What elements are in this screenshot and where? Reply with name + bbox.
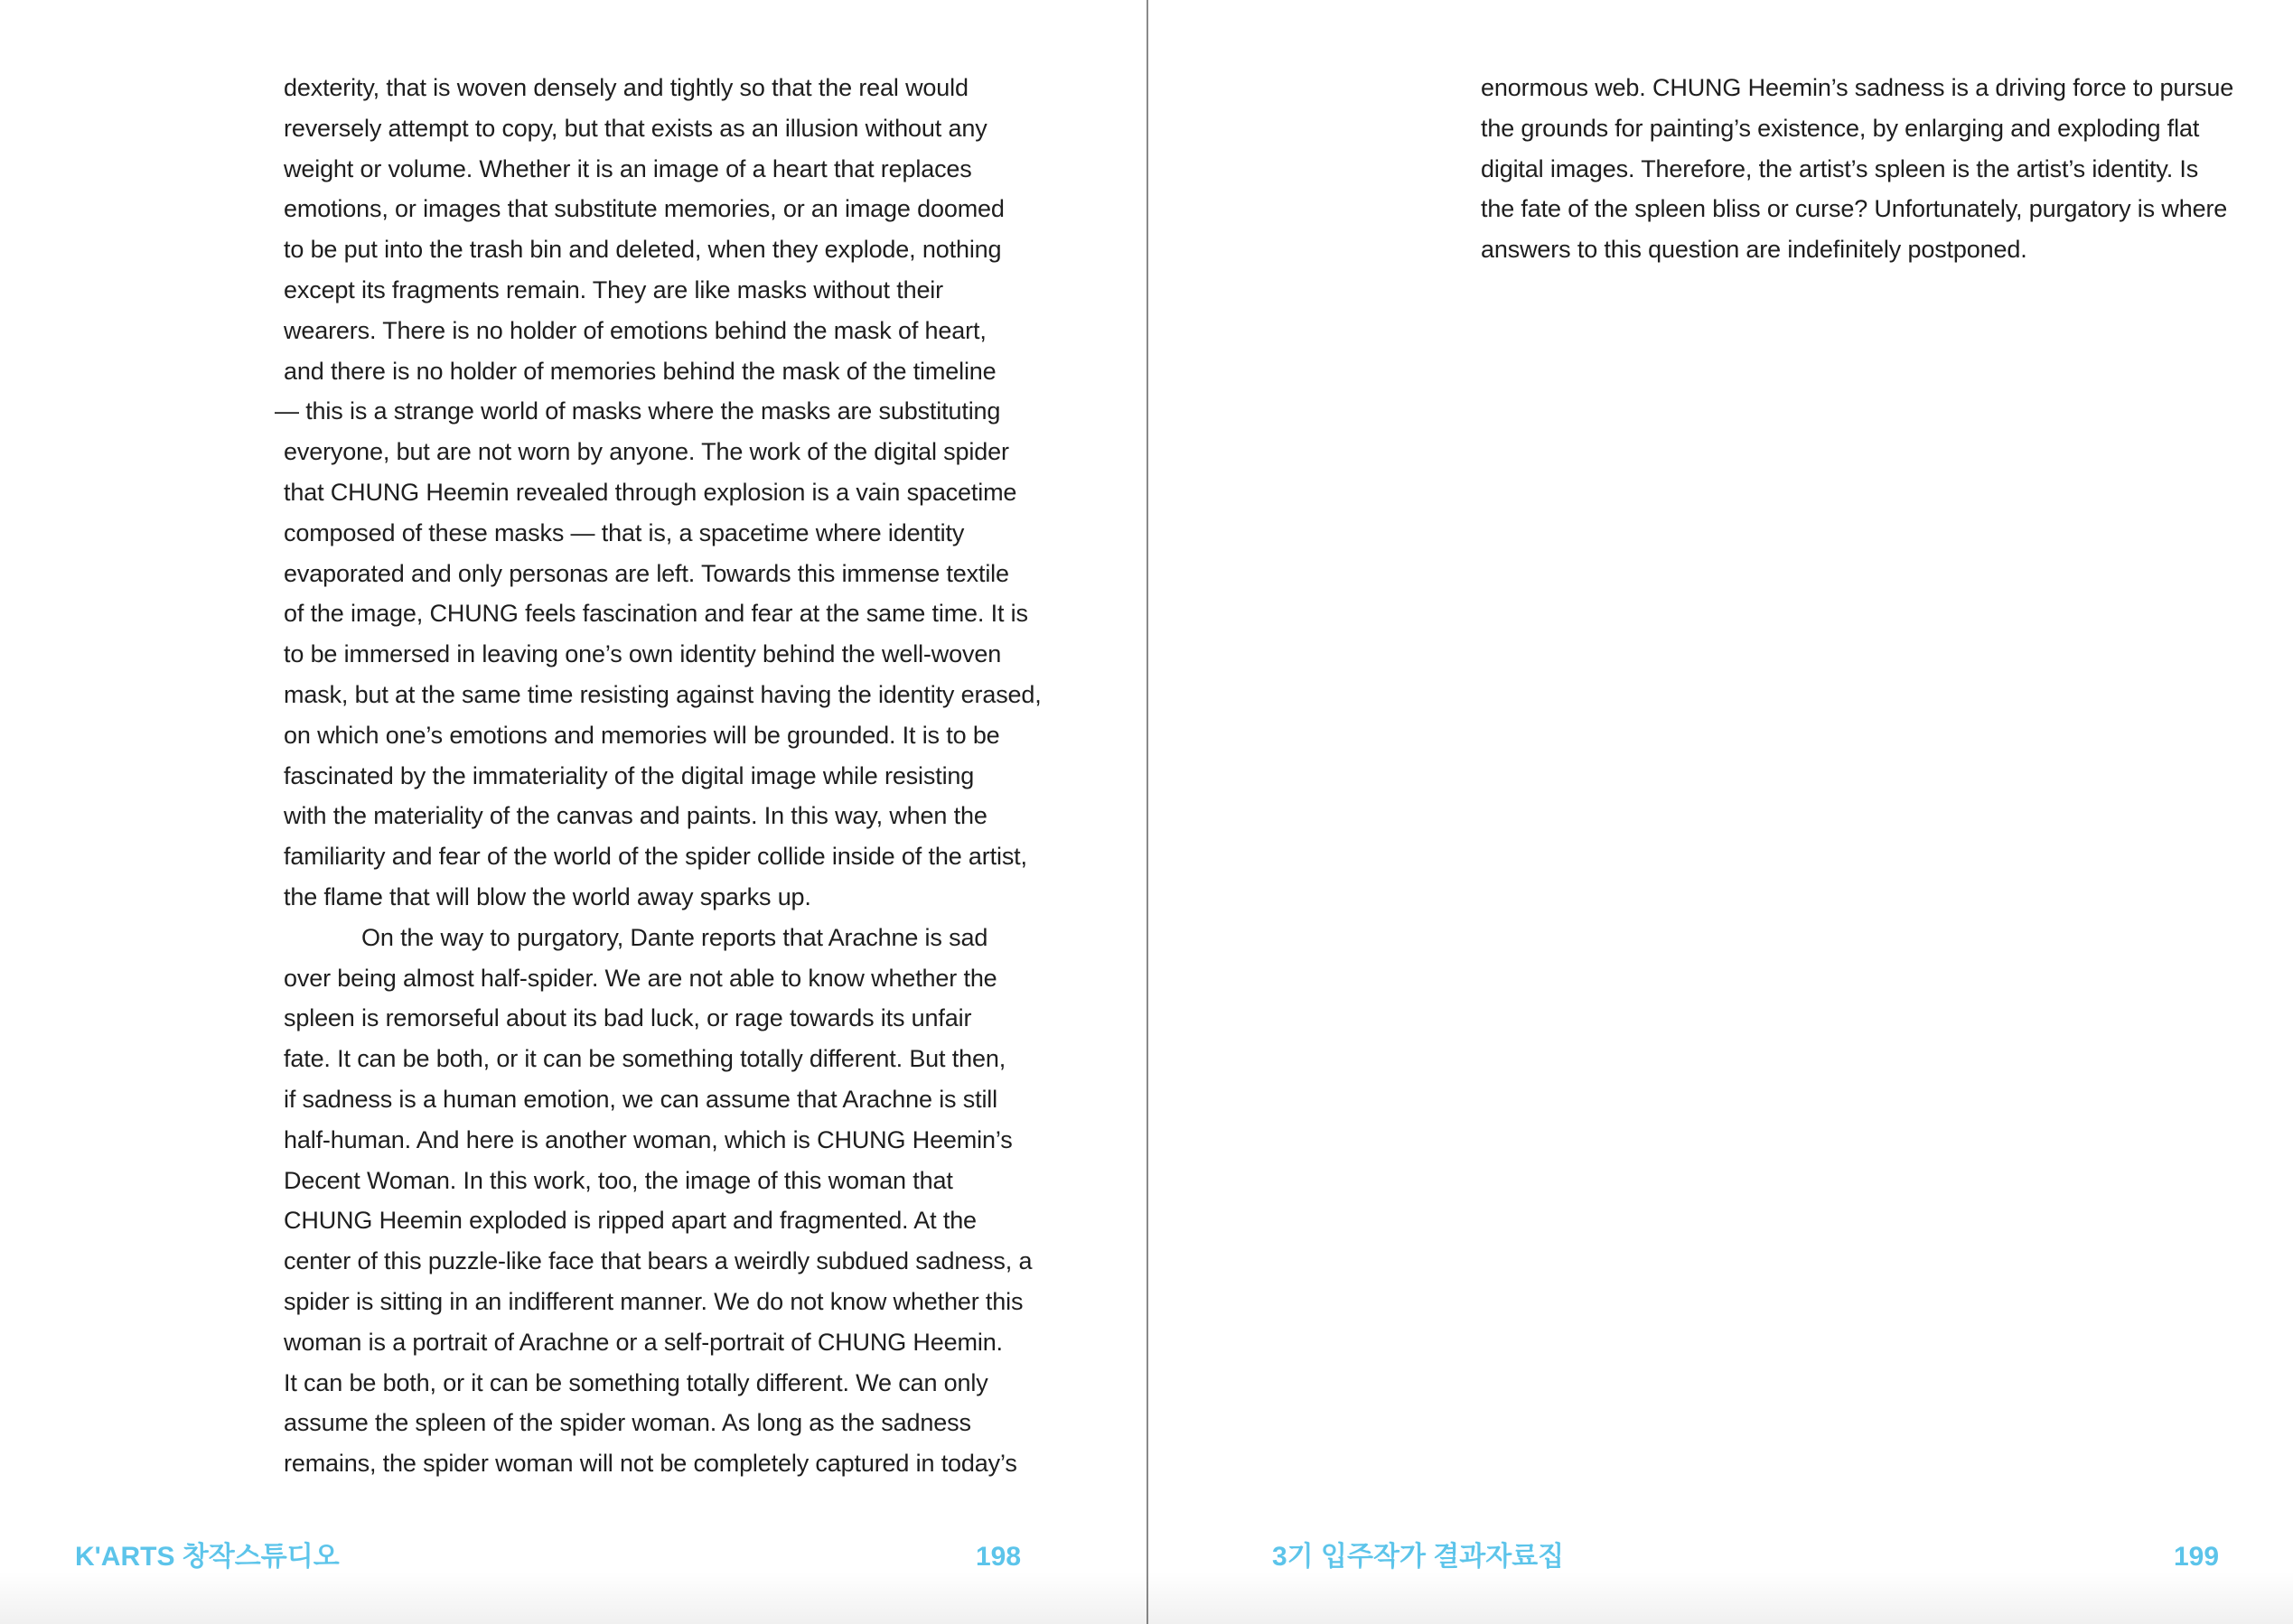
right-page xyxy=(1148,0,2293,1624)
text-line: the fate of the spleen bliss or curse? Unfortunately, purgatory is where xyxy=(1481,195,2228,223)
page-number-left: 198 xyxy=(976,1542,1022,1572)
text-line: on which one’s emotions and memories will be grounded. It is to be xyxy=(284,721,1000,749)
text-line: the flame that will blow the world away sparks up. xyxy=(284,882,811,910)
text-line: evaporated and only personas are left. Towards this immense textile xyxy=(284,559,1009,587)
text-line: if sadness is a human emotion, we can assume that Arachne is still xyxy=(284,1085,998,1113)
text-line: assume the spleen of the spider woman. As long as the sadness xyxy=(284,1409,971,1437)
text-line: to be put into the trash bin and deleted, when they explode, nothing xyxy=(284,236,1002,264)
text-line: woman is a portrait of Arachne or a self-portrait of CHUNG Heemin. xyxy=(284,1328,1003,1356)
text-line: to be immersed in leaving one’s own identity behind the well-woven xyxy=(284,640,1002,668)
right-page-body xyxy=(1481,68,2233,270)
text-line: — this is a strange world of masks where the masks are substituting xyxy=(275,397,1001,425)
paragraph-start-line: On the way to purgatory, Dante reports that Arachne is sad xyxy=(361,923,988,951)
text-line: answers to this question are indefinitely postponed. xyxy=(1481,236,2027,264)
text-line: familiarity and fear of the world of the spider collide inside of the artist, xyxy=(284,843,1027,871)
text-line: emotions, or images that substitute memories, or an image doomed xyxy=(284,195,1005,223)
text-line: and there is no holder of memories behind the mask of the timeline xyxy=(284,357,997,385)
text-line: enormous web. CHUNG Heemin’s sadness is a driving force to pursue xyxy=(1481,74,2234,101)
text-line: over being almost half-spider. We are not able to know whether the xyxy=(284,964,997,992)
text-line: remains, the spider woman will not be completely captured in today’s xyxy=(284,1450,1017,1478)
running-head-left: K'ARTS 창작스튜디오 xyxy=(75,1542,340,1572)
text-line: half-human. And here is another woman, which is CHUNG Heemin’s xyxy=(284,1125,1013,1153)
running-head-right: 3기 입주작가 결과자료집 xyxy=(1272,1542,1565,1572)
text-line: dexterity, that is woven densely and tightly so that the real would xyxy=(284,74,969,101)
text-line: everyone, but are not worn by anyone. The work of the digital spider xyxy=(284,438,1009,466)
text-line: digital images. Therefore, the artist’s spleen is the artist’s identity. Is xyxy=(1481,154,2199,182)
text-line: center of this puzzle-like face that bears a weirdly subdued sadness, a xyxy=(284,1247,1033,1275)
text-line: except its fragments remain. They are like masks without their xyxy=(284,275,943,303)
left-page-body xyxy=(275,68,1042,1484)
left-page xyxy=(0,0,1146,1624)
text-line: the grounds for painting’s existence, by enlarging and exploding flat xyxy=(1481,114,2200,142)
text-line: Decent Woman. In this work, too, the image of this woman that xyxy=(284,1166,953,1194)
text-line: fascinated by the immateriality of the digital image while resisting xyxy=(284,761,975,789)
text-line: fate. It can be both, or it can be something totally different. But then, xyxy=(284,1045,1006,1073)
text-line: CHUNG Heemin exploded is ripped apart and fragmented. At the xyxy=(284,1207,977,1235)
text-line: wearers. There is no holder of emotions behind the mask of heart, xyxy=(284,316,987,344)
text-line: spider is sitting in an indifferent manner. We do not know whether this xyxy=(284,1287,1024,1315)
text-line: weight or volume. Whether it is an image of a heart that replaces xyxy=(284,154,972,182)
text-line: with the materiality of the canvas and paints. In this way, when the xyxy=(284,802,987,830)
text-line: of the image, CHUNG feels fascination and fear at the same time. It is xyxy=(284,600,1028,628)
text-line: mask, but at the same time resisting against having the identity erased, xyxy=(284,680,1042,708)
text-line: It can be both, or it can be something totally different. We can only xyxy=(284,1368,988,1396)
text-line: that CHUNG Heemin revealed through explosion is a vain spacetime xyxy=(284,478,1017,506)
text-line: reversely attempt to copy, but that exists as an illusion without any xyxy=(284,114,987,142)
page-number-right: 199 xyxy=(2174,1542,2220,1572)
text-line: spleen is remorseful about its bad luck, or rage towards its unfair xyxy=(284,1004,972,1032)
text-line: composed of these masks — that is, a spacetime where identity xyxy=(284,518,965,546)
